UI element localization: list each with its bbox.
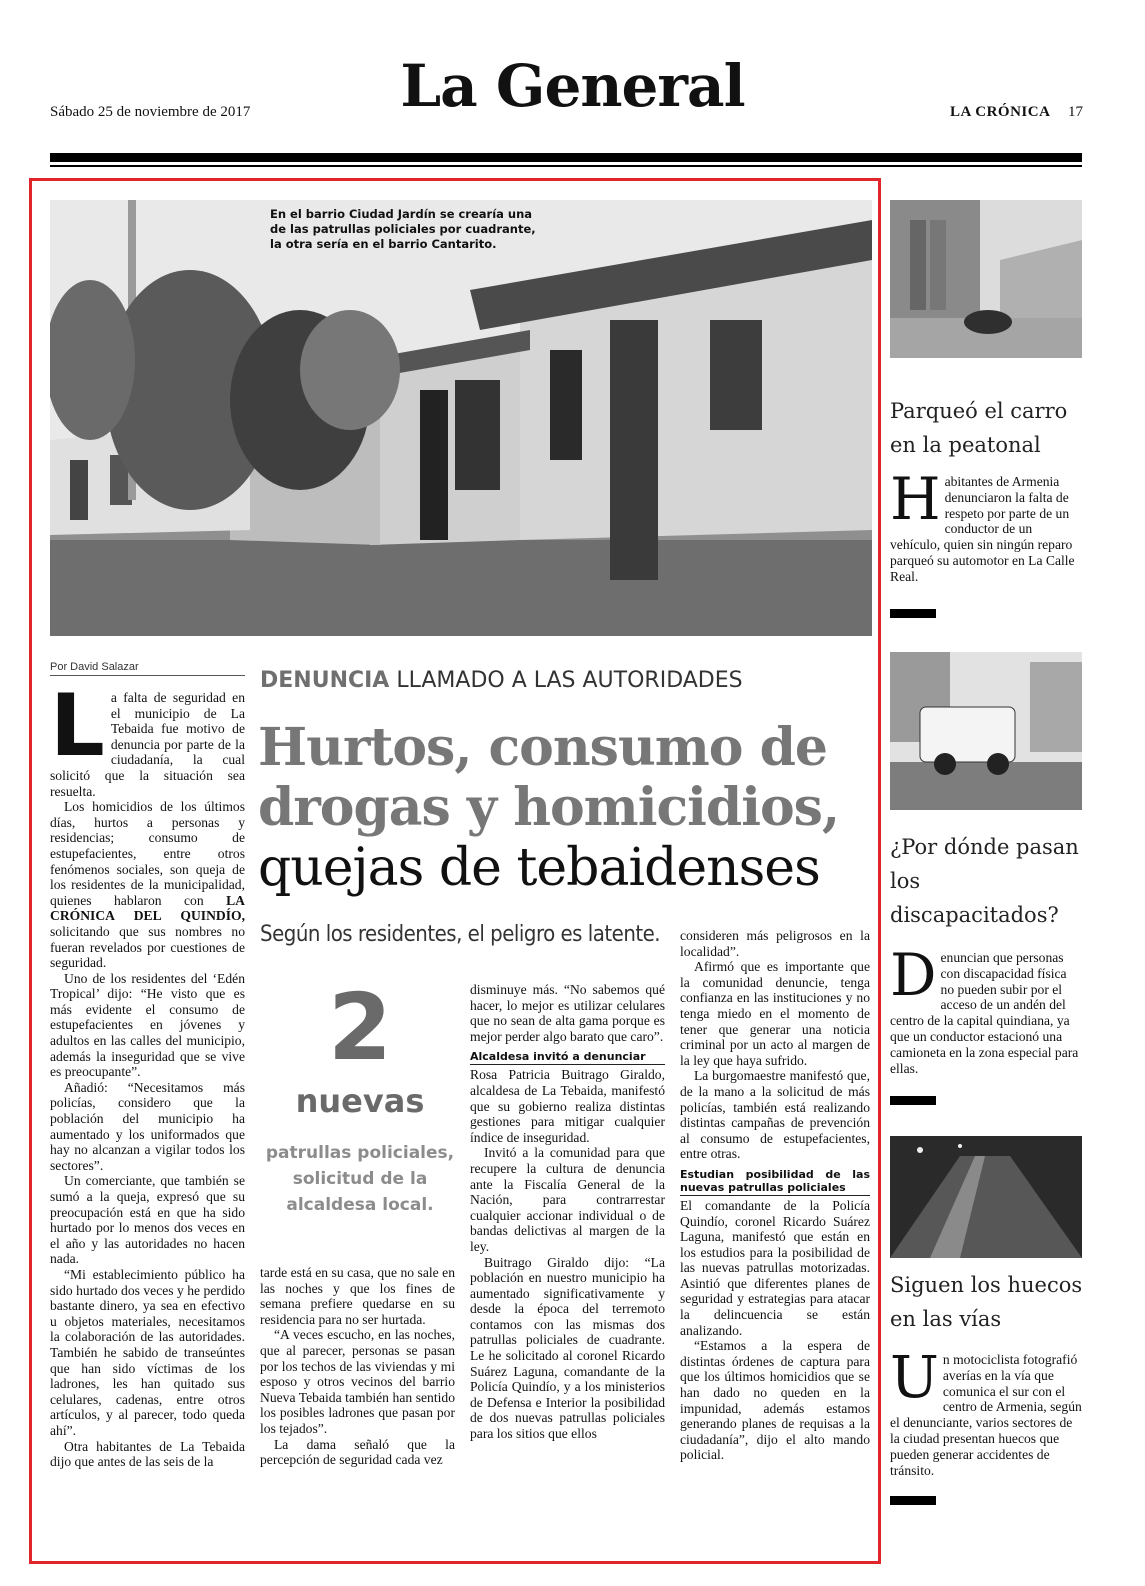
highlight-description: patrullas policiales, solicitud de la alcaldesa local. [265, 1143, 455, 1215]
header-rule-thick [50, 153, 1082, 162]
truck-photo-illustration [890, 652, 1082, 810]
headline-line-3: quejas de tebaidenses [258, 838, 820, 898]
sidebar-photo-3 [890, 1136, 1082, 1258]
paragraph: El comandante de la Policía Quindío, coronel Ricardo Suárez Laguna, manifestó que están en los estudios para la posibilidad de las nuevas patrullas motorizadas. Asintió que diferentes planes de seguridad y estrategias para atacar la delincuencia se están analizando. [680, 1197, 870, 1338]
paragraph: Añadió: “Necesitamos más policías, considero que la población del municipio ha aumentado y los uniformados que hay no alcanzan a vigilar todos los sectores”. [50, 1079, 245, 1173]
paragraph: Invitó a la comunidad para que recupere la cultura de denuncia ante la Fiscalía General de la Nación, para contrarrestar cualquier accionar individual o de bandas delictivas al margen de la ley. [470, 1145, 665, 1254]
sidebar-title-2: ¿Por dónde pasan los discapacitados? [890, 835, 1079, 927]
headline-line-2: drogas y homicidios, [258, 777, 840, 838]
houses-photo-illustration [50, 200, 872, 636]
section-subtitle: Alcaldesa invitó a denunciar [470, 1050, 665, 1065]
paragraph: Los homicidios de los últimos días, hurtos a personas y residencias; consumo de estupefacientes, entre otros fenómenos sociales, son queja de los residentes de la municipalidad, quienes hablaron con LA CRÓNICA DEL QUINDÍO, solicitando que sus nombres no fueran revelados por cuestiones de seguridad. [50, 799, 245, 971]
sidebar-photo-2 [890, 652, 1082, 810]
sidebar-body-3: Un motociclista fotografió averías en la vía que comunica el sur con el centro de Armenia, según el denunciante, varios sectores de la ciudad presentan huecos que pueden generar accidentes de tránsito. [890, 1343, 1082, 1478]
paragraph: Uno de los residentes del ‘Edén Tropical’ dijo: “He visto que es más evidente el consumo de estupefacientes en jóvenes y adultos en las calles del municipio, además la inseguridad que se vive es preocupante”. [50, 970, 245, 1080]
article-column-2 [260, 1265, 455, 1468]
sidebar-photo-1 [890, 200, 1082, 358]
paragraph: “A veces escucho, en las noches, que al parecer, personas se pasan por los techos de las viviendas y mi esposo y otros vecinos del barrio Nueva Tebaida también han sentido los posibles ladrones que pasan por los tejados”. [260, 1327, 455, 1436]
main-article-photo [50, 200, 872, 636]
article-column-1 [50, 676, 245, 1470]
sidebar-body-1: Habitantes de Armenia denunciaron la falta de respeto por parte de un conductor de un vehículo, quien sin ningún reparo parqueó su automotor en La Calle Real. [890, 465, 1075, 584]
photo-caption: En el barrio Ciudad Jardín se crearía una de las patrullas policiales por cuadrante, la otra sería en el barrio Cantarito. [270, 207, 536, 251]
lead-paragraph: La falta de seguridad en el municipio de La Tebaida fue motivo de denuncia por parte de la ciudadanía, la cual solicitó que la situación sea resuelta. [50, 676, 245, 799]
article-column-3 [470, 982, 665, 1442]
paragraph: disminuye más. “No sabemos qué hacer, lo mejor es utilizar celulares que no sean de alta gama porque es mejor perder algo barato que caro”. [470, 982, 665, 1044]
headline [258, 718, 868, 898]
highlight-number: 2 [327, 974, 392, 1081]
paragraph: tarde está en su casa, que no sale en las noches y que los fines de semana prefiere quedarse en su residencia para no ser hurtada. [260, 1265, 455, 1327]
kicker-category: DENUNCIA [260, 668, 390, 693]
section-title: La General [400, 52, 745, 120]
byline: Por David Salazar [50, 661, 139, 673]
header-rule-thin [50, 165, 1082, 167]
kicker [260, 668, 743, 693]
paragraph: Rosa Patricia Buitrago Giraldo, alcaldesa de La Tebaida, manifestó que su gobierno realiza distintas gestiones para mitigar cualquier índice de inseguridad. [470, 1067, 665, 1145]
paragraph: Un comerciante, que también se sumó a la queja, expresó que su preocupación está en que ha sido hurtado por lo menos dos veces en el año y las autoridades no hacen nada. [50, 1173, 245, 1267]
subheadline: Según los residentes, el peligro es latente. [260, 922, 661, 947]
dropcap: L [50, 676, 105, 776]
paragraph: Afirmó que es importante que la comunidad denuncie, tenga confianza en las instituciones y no tenga miedo en el momento de tener que generar una noticia criminal por un acto al margen de la ley que haya sufrido. [680, 959, 870, 1068]
paragraph: “Estamos a la espera de distintas órdenes de captura para que los últimos homicidios que se han dado no queden en la impunidad, además estamos generando planes de requisas a la ciudadanía”, dijo el alto mando policial. [680, 1338, 870, 1463]
paragraph: La burgomaestre manifestó que, de la mano a la solicitud de más policías, también está realizando distintas campañas de prevención al consumo de estupefacientes, entre otras. [680, 1068, 870, 1162]
highlight-word: nuevas [295, 1082, 425, 1120]
article-column-4 [680, 928, 870, 1463]
paragraph: Otra habitantes de La Tebaida dijo que antes de las seis de la [50, 1438, 245, 1470]
paragraph: Buitrago Giraldo dijo: “La población en nuestro municipio ha aumentado significativamente y desde la época del terremoto contamos con las mismas dos patrullas policiales de cuadrante. Le he solicitado al coronel Ricardo Suárez Laguna, comandante de la Policía Quindío, y a los ministerios de Defensa e Interior la posibilidad de dos nuevas patrullas policiales para los sitios que ellos [470, 1254, 665, 1442]
section-subtitle: Estudian posibilidad de las nuevas patrullas policiales [680, 1167, 870, 1194]
sidebar-title-1: Parqueó el carro en la peatonal [890, 399, 1068, 457]
sidebar-divider-1 [890, 609, 936, 618]
headline-line-1: Hurtos, consumo de [258, 717, 828, 778]
kicker-text: LLAMADO A LAS AUTORIDADES [396, 668, 743, 693]
street-photo-illustration [890, 200, 1082, 358]
paragraph: La dama señaló que la percepción de seguridad cada vez [260, 1436, 455, 1468]
paragraph: consideren más peligrosos en la localidad”. [680, 928, 870, 959]
sidebar-title-3: Siguen los huecos en las vías [890, 1273, 1083, 1331]
paragraph: “Mi establecimiento público ha sido hurtado dos veces y he perdido bastante dinero, ya sea en efectivo u objetos materiales, necesitamos la colaboración de las autoridades. También he sabido de transeúntes que han sido víctimas de los ladrones, les han quitado sus celulares, cadenas, entre otros artículos, y al parecer, todo queda ahí”. [50, 1266, 245, 1438]
sidebar-divider-3 [890, 1496, 936, 1505]
sidebar-divider-2 [890, 1096, 936, 1105]
page-number: 17 [1068, 104, 1083, 120]
newspaper-name: LA CRÓNICA [950, 104, 1051, 120]
road-photo-illustration [890, 1136, 1082, 1258]
sidebar-body-2: Denuncian que personas con discapacidad física no pueden subir por el acceso de un andén del centro de la capital quindiana, ya que un conductor estacionó una camioneta en la zona especial para ellas. [890, 941, 1079, 1076]
issue-date: Sábado 25 de noviembre de 2017 [50, 104, 251, 120]
